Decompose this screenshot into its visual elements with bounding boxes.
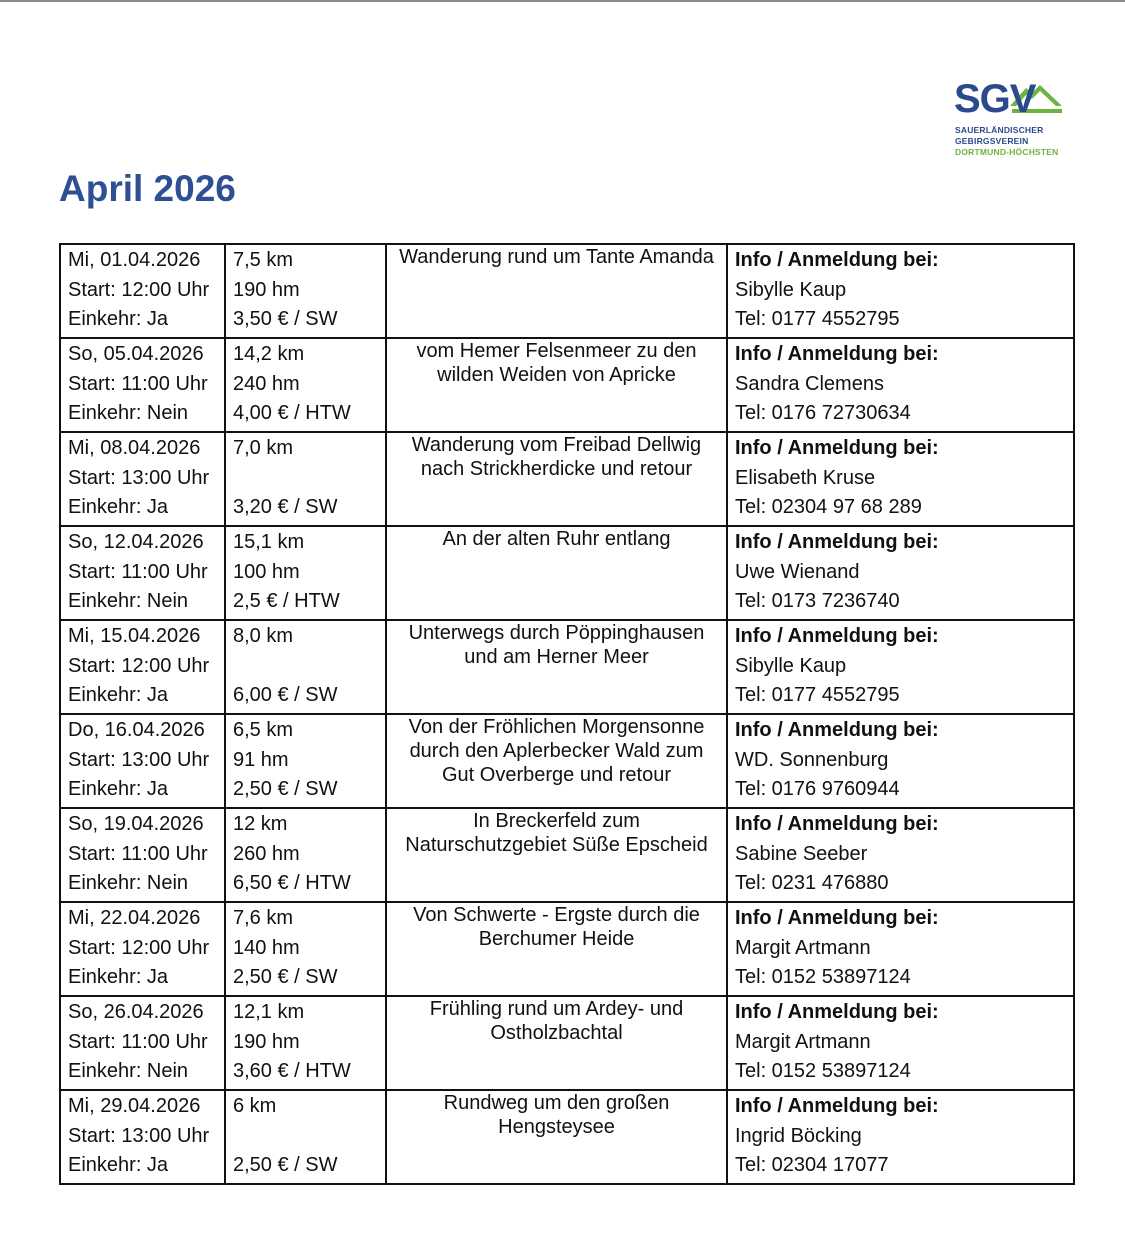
event-start-time: Start: 13:00 Uhr — [68, 466, 210, 489]
event-cost: 3,50 € / SW — [233, 308, 338, 330]
contact-name: Sibylle Kaup — [735, 654, 847, 677]
event-date: Mi, 22.04.2026 — [68, 907, 201, 929]
event-start-time: Start: 11:00 Uhr — [68, 560, 208, 583]
event-cost: 6,00 € / SW — [233, 684, 338, 706]
contact-name: Ingrid Böcking — [735, 1124, 862, 1147]
event-start-time: Start: 12:00 Uhr — [68, 654, 210, 677]
event-distance: 6 km — [233, 1095, 277, 1117]
title-cell — [386, 338, 727, 432]
event-cost: 2,50 € / SW — [233, 778, 338, 800]
hike-schedule-table — [59, 243, 1075, 1185]
event-einkehr: Einkehr: Nein — [68, 590, 189, 612]
contact-phone: Tel: 0152 53897124 — [735, 966, 911, 988]
table-row — [60, 1090, 1074, 1184]
event-start-time: Start: 11:00 Uhr — [68, 1030, 208, 1053]
event-start-time: Start: 11:00 Uhr — [68, 372, 208, 395]
table-row — [60, 714, 1074, 808]
info-cell — [727, 526, 1074, 620]
stats-cell — [225, 244, 386, 338]
contact-name: WD. Sonnenburg — [735, 748, 889, 771]
event-distance: 12,1 km — [233, 1001, 305, 1023]
table-row — [60, 620, 1074, 714]
event-elevation: 91 hm — [233, 748, 289, 771]
event-elevation: 260 hm — [233, 842, 300, 865]
info-heading: Info / Anmeldung bei: — [735, 719, 939, 741]
info-heading: Info / Anmeldung bei: — [735, 249, 939, 271]
contact-phone: Tel: 0177 4552795 — [735, 308, 900, 330]
event-date: So, 05.04.2026 — [68, 343, 204, 365]
table-row — [60, 902, 1074, 996]
contact-phone: Tel: 0152 53897124 — [735, 1060, 911, 1082]
event-date: Mi, 15.04.2026 — [68, 625, 201, 647]
event-elevation: 190 hm — [233, 278, 300, 301]
stats-cell — [225, 808, 386, 902]
stats-cell — [225, 902, 386, 996]
event-title: An der alten Ruhr entlang — [442, 528, 671, 550]
info-heading: Info / Anmeldung bei: — [735, 813, 939, 835]
contact-phone: Tel: 02304 97 68 289 — [735, 496, 922, 518]
logo-text-line-2: GEBIRGSVEREIN — [955, 136, 1029, 146]
event-title: Von der Fröhlichen Morgensonne durch den Aplerbecker Wald zum Gut Overberge und retour — [408, 716, 705, 786]
title-cell — [386, 526, 727, 620]
contact-name: Margit Artmann — [735, 936, 871, 959]
event-cost: 2,50 € / SW — [233, 966, 338, 988]
event-elevation: 100 hm — [233, 560, 300, 583]
contact-name: Elisabeth Kruse — [735, 466, 876, 489]
event-title: Rundweg um den großen Hengsteysee — [443, 1092, 670, 1138]
event-title: Wanderung rund um Tante Amanda — [399, 246, 714, 268]
sgv-logo — [952, 76, 1072, 162]
event-date: Mi, 01.04.2026 — [68, 249, 201, 271]
title-cell — [386, 432, 727, 526]
info-cell — [727, 808, 1074, 902]
info-heading: Info / Anmeldung bei: — [735, 437, 939, 459]
info-heading: Info / Anmeldung bei: — [735, 1095, 939, 1117]
info-heading: Info / Anmeldung bei: — [735, 1001, 939, 1023]
event-distance: 14,2 km — [233, 343, 305, 365]
event-elevation: 140 hm — [233, 936, 300, 959]
event-elevation: 240 hm — [233, 372, 300, 395]
when-cell — [60, 996, 225, 1090]
event-einkehr: Einkehr: Ja — [68, 1154, 169, 1176]
event-distance: 8,0 km — [233, 625, 294, 647]
contact-name: Margit Artmann — [735, 1030, 871, 1053]
contact-name: Sandra Clemens — [735, 372, 884, 395]
info-cell — [727, 338, 1074, 432]
info-cell — [727, 714, 1074, 808]
event-date: Do, 16.04.2026 — [68, 719, 205, 741]
event-distance: 12 km — [233, 813, 288, 835]
event-einkehr: Einkehr: Nein — [68, 402, 189, 424]
table-row — [60, 808, 1074, 902]
info-cell — [727, 1090, 1074, 1184]
event-start-time: Start: 13:00 Uhr — [68, 748, 210, 771]
when-cell — [60, 244, 225, 338]
event-distance: 6,5 km — [233, 719, 294, 741]
info-heading: Info / Anmeldung bei: — [735, 343, 939, 365]
info-cell — [727, 902, 1074, 996]
when-cell — [60, 432, 225, 526]
event-cost: 2,50 € / SW — [233, 1154, 338, 1176]
info-heading: Info / Anmeldung bei: — [735, 907, 939, 929]
event-distance: 7,6 km — [233, 907, 294, 929]
title-cell — [386, 996, 727, 1090]
event-cost: 3,60 € / HTW — [233, 1060, 351, 1082]
event-date: So, 12.04.2026 — [68, 531, 204, 553]
table-row — [60, 526, 1074, 620]
contact-name: Sibylle Kaup — [735, 278, 847, 301]
event-date: So, 26.04.2026 — [68, 1001, 204, 1023]
top-rule — [0, 0, 1125, 2]
event-einkehr: Einkehr: Ja — [68, 496, 169, 518]
event-einkehr: Einkehr: Nein — [68, 1060, 189, 1082]
event-cost: 6,50 € / HTW — [233, 872, 351, 894]
when-cell — [60, 902, 225, 996]
title-cell — [386, 244, 727, 338]
logo-text-line-3: DORTMUND-HÖCHSTEN — [955, 147, 1059, 157]
info-heading: Info / Anmeldung bei: — [735, 625, 939, 647]
contact-name: Sabine Seeber — [735, 842, 868, 865]
event-start-time: Start: 13:00 Uhr — [68, 1124, 210, 1147]
logo-text-line-1: SAUERLÄNDISCHER — [955, 125, 1044, 135]
info-cell — [727, 432, 1074, 526]
contact-phone: Tel: 0177 4552795 — [735, 684, 900, 706]
event-title: Wanderung vom Freibad Dellwig nach Strickherdicke und retour — [411, 434, 702, 480]
stats-cell — [225, 432, 386, 526]
event-cost: 3,20 € / SW — [233, 496, 338, 518]
event-elevation — [233, 1123, 378, 1150]
page-title: April 2026 — [59, 168, 236, 209]
event-title: Frühling rund um Ardey- und Ostholzbachtal — [429, 998, 684, 1044]
event-elevation — [233, 465, 378, 492]
when-cell — [60, 338, 225, 432]
event-title: Von Schwerte - Ergste durch die Berchumer Heide — [413, 904, 700, 950]
event-distance: 7,5 km — [233, 249, 294, 271]
event-einkehr: Einkehr: Nein — [68, 872, 189, 894]
event-start-time: Start: 11:00 Uhr — [68, 842, 208, 865]
event-distance: 7,0 km — [233, 437, 294, 459]
stats-cell — [225, 620, 386, 714]
info-heading: Info / Anmeldung bei: — [735, 531, 939, 553]
event-einkehr: Einkehr: Ja — [68, 684, 169, 706]
event-elevation — [233, 653, 378, 680]
event-title: Unterwegs durch Pöppinghausen und am Herner Meer — [408, 622, 705, 668]
event-title: In Breckerfeld zum Naturschutzgebiet Süße Epscheid — [405, 810, 708, 856]
event-start-time: Start: 12:00 Uhr — [68, 278, 210, 301]
contact-phone: Tel: 02304 17077 — [735, 1154, 889, 1176]
stats-cell — [225, 1090, 386, 1184]
when-cell — [60, 714, 225, 808]
stats-cell — [225, 338, 386, 432]
contact-name: Uwe Wienand — [735, 560, 860, 583]
event-einkehr: Einkehr: Ja — [68, 308, 169, 330]
event-date: So, 19.04.2026 — [68, 813, 204, 835]
title-cell — [386, 1090, 727, 1184]
table-row — [60, 244, 1074, 338]
table-row — [60, 996, 1074, 1090]
table-row — [60, 338, 1074, 432]
contact-phone: Tel: 0173 7236740 — [735, 590, 900, 612]
event-einkehr: Einkehr: Ja — [68, 966, 169, 988]
contact-phone: Tel: 0176 9760944 — [735, 778, 900, 800]
when-cell — [60, 1090, 225, 1184]
event-title: vom Hemer Felsenmeer zu den wilden Weiden von Apricke — [416, 340, 697, 386]
event-elevation: 190 hm — [233, 1030, 300, 1053]
stats-cell — [225, 526, 386, 620]
table-row — [60, 432, 1074, 526]
event-einkehr: Einkehr: Ja — [68, 778, 169, 800]
info-cell — [727, 620, 1074, 714]
event-cost: 2,5 € / HTW — [233, 590, 340, 612]
title-cell — [386, 808, 727, 902]
info-cell — [727, 996, 1074, 1090]
event-date: Mi, 29.04.2026 — [68, 1095, 201, 1117]
title-cell — [386, 620, 727, 714]
event-date: Mi, 08.04.2026 — [68, 437, 201, 459]
title-cell — [386, 902, 727, 996]
stats-cell — [225, 714, 386, 808]
contact-phone: Tel: 0176 72730634 — [735, 402, 911, 424]
when-cell — [60, 620, 225, 714]
title-cell — [386, 714, 727, 808]
contact-phone: Tel: 0231 476880 — [735, 872, 889, 894]
event-cost: 4,00 € / HTW — [233, 402, 351, 424]
sgv-logo-mark — [952, 76, 1064, 120]
event-start-time: Start: 12:00 Uhr — [68, 936, 210, 959]
when-cell — [60, 808, 225, 902]
info-cell — [727, 244, 1074, 338]
stats-cell — [225, 996, 386, 1090]
svg-text:SGV: SGV — [954, 77, 1036, 120]
event-distance: 15,1 km — [233, 531, 305, 553]
when-cell — [60, 526, 225, 620]
